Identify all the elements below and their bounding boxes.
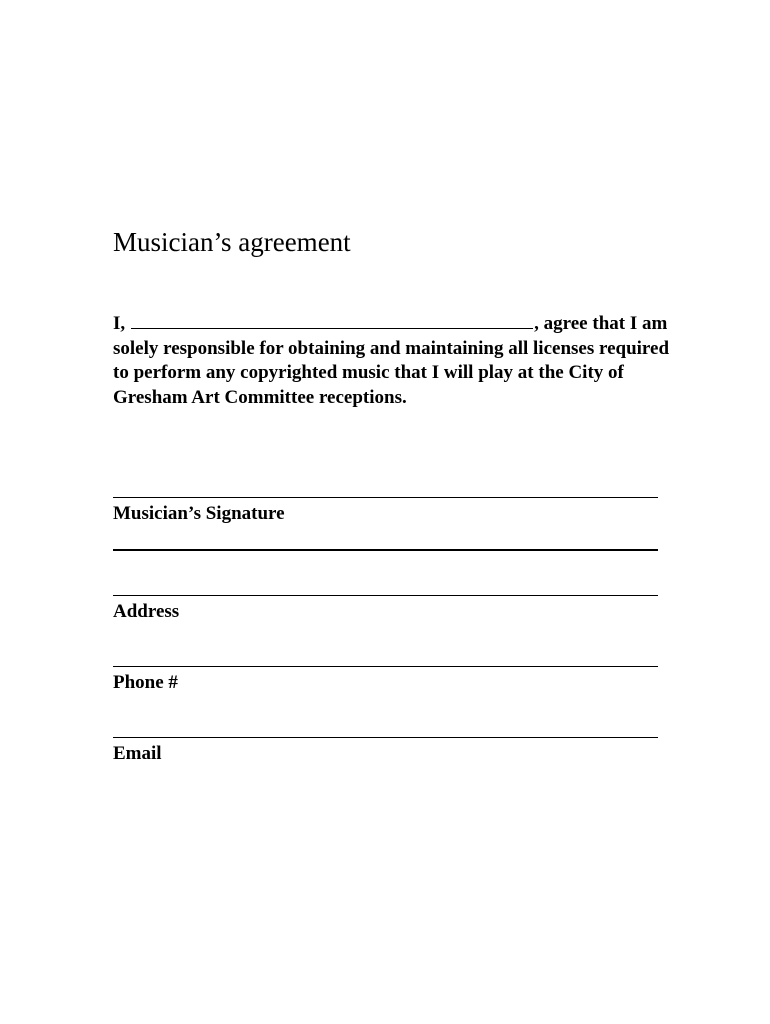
address-line <box>113 595 658 596</box>
phone-label: Phone # <box>113 672 178 693</box>
address-label: Address <box>113 601 180 622</box>
separator-line <box>113 549 658 551</box>
email-label: Email <box>113 743 162 764</box>
agreement-statement <box>113 311 673 410</box>
phone-line <box>113 666 658 667</box>
signature-label: Musician’s Signature <box>113 503 285 524</box>
document-title: Musician’s agreement <box>113 227 351 257</box>
statement-prefix: I, <box>113 313 126 334</box>
statement-text: , agree that I am solely responsible for obtaining and maintaining all licenses required to perform any copyrighted music that I will play at the City of Gresham Art Committee receptions. <box>113 313 670 408</box>
signature-line <box>113 497 658 498</box>
name-blank-line <box>131 311 533 329</box>
email-line <box>113 737 658 738</box>
